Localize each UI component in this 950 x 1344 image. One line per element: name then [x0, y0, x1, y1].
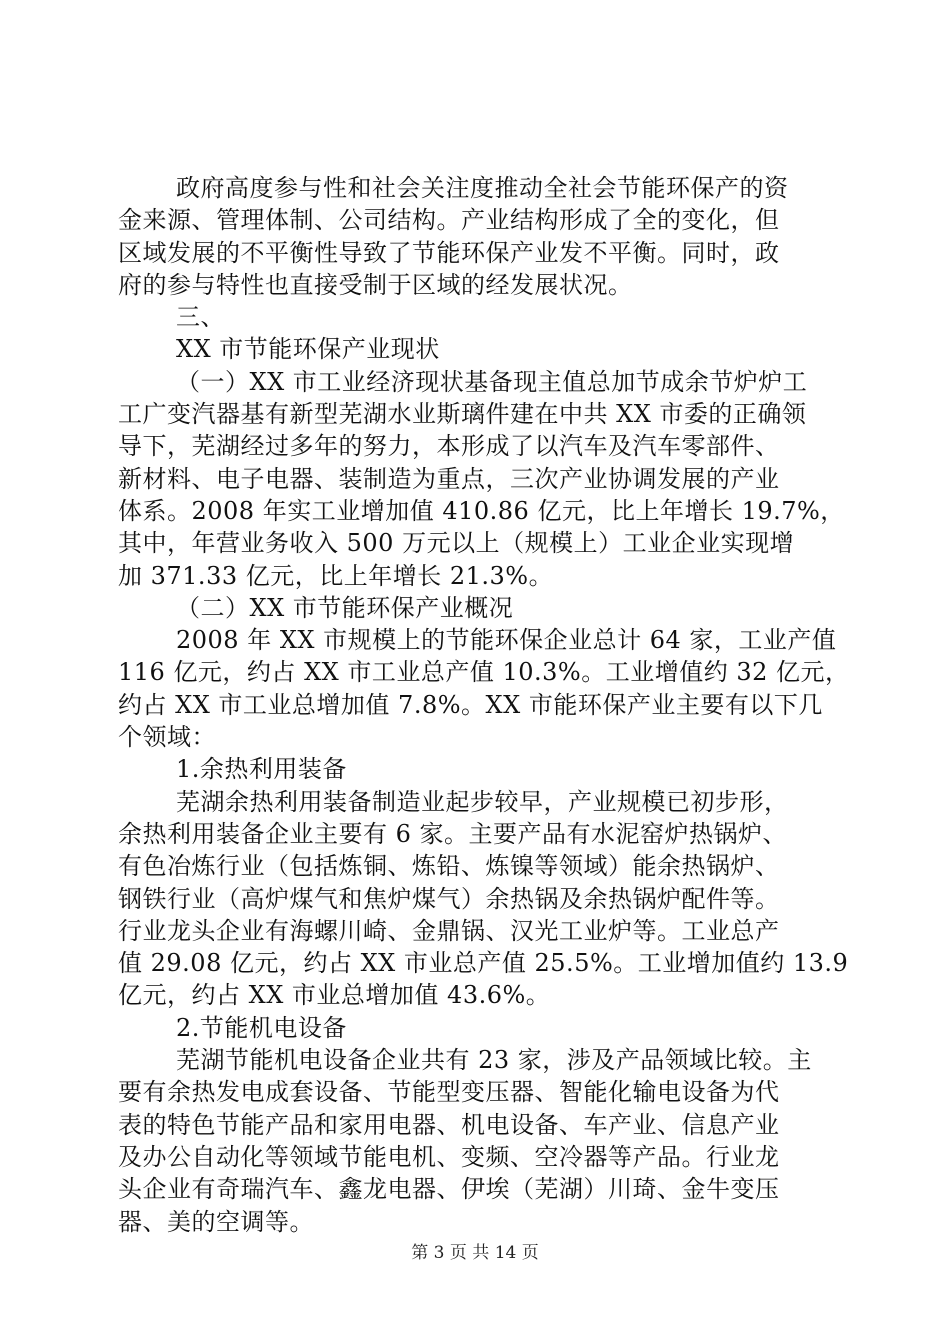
- paragraph-line: 新材料、电子电器、装制造为重点，三次产业协调发展的产业: [118, 464, 780, 493]
- paragraph-line: 芜湖余热利用装备制造业起步较早，产业规模已初步形，: [176, 787, 789, 816]
- paragraph-line: 芜湖节能机电设备企业共有 23 家，涉及产品领域比较。主: [176, 1046, 812, 1075]
- paragraph-line: 值 29.08 亿元，约占 XX 市业总产值 25.5%。工业增加值约 13.9: [118, 949, 849, 978]
- paragraph-line: 金来源、管理体制、公司结构。产业结构形成了全的变化，但: [118, 206, 780, 235]
- paragraph-line: 表的特色节能产品和家用电器、机电设备、车产业、信息产业: [118, 1110, 780, 1139]
- paragraph-line: 钢铁行业（高炉煤气和焦炉煤气）余热锅及余热锅炉配件等。: [118, 884, 780, 913]
- paragraph-line: 体系。2008 年实工业增加值 410.86 亿元，比上年增长 19.7%，: [118, 496, 845, 525]
- paragraph-line: 导下，芜湖经过多年的努力，本形成了以汽车及汽车零部件、: [118, 432, 780, 461]
- paragraph-line: 及办公自动化等领域节能电机、变频、空冷器等产品。行业龙: [118, 1142, 780, 1171]
- paragraph-line: 余热利用装备企业主要有 6 家。主要产品有水泥窑炉热锅炉、: [118, 819, 788, 848]
- subsection-heading: （二）XX 市节能环保产业概况: [176, 593, 514, 622]
- section-heading: 三、: [176, 303, 225, 332]
- paragraph-line: 个领域：: [118, 723, 216, 752]
- list-heading: 2.节能机电设备: [176, 1013, 347, 1042]
- document-body: [118, 172, 850, 1238]
- paragraph-line: 有色冶炼行业（包括炼铜、炼铅、炼镍等领域）能余热锅炉、: [118, 852, 780, 881]
- paragraph-line: 府的参与特性也直接受制于区域的经发展状况。: [118, 270, 633, 299]
- paragraph-line: 亿元，约占 XX 市业总增加值 43.6%。: [118, 981, 551, 1010]
- section-title: XX 市节能环保产业现状: [176, 335, 440, 364]
- paragraph-line: 政府高度参与性和社会关注度推动全社会节能环保产的资: [176, 174, 789, 202]
- paragraph-line: 要有余热发电成套设备、节能型变压器、智能化输电设备为代: [118, 1078, 780, 1107]
- paragraph-line: 2008 年 XX 市规模上的节能环保企业总计 64 家，工业产值: [176, 626, 837, 655]
- paragraph-line: 头企业有奇瑞汽车、鑫龙电器、伊埃（芜湖）川琦、金牛变压: [118, 1175, 780, 1204]
- page-number-footer: 第 3 页 共 14 页: [411, 1243, 539, 1263]
- paragraph-line: 116 亿元，约占 XX 市工业总产值 10.3%。工业增值约 32 亿元，: [118, 658, 850, 687]
- paragraph-line: 行业龙头企业有海螺川崎、金鼎锅、汉光工业炉等。工业总产: [118, 916, 780, 945]
- list-heading: 1.余热利用装备: [176, 755, 347, 784]
- paragraph-line: 约占 XX 市工业总增加值 7.8%。XX 市能环保产业主要有以下几: [118, 690, 823, 719]
- paragraph-line: 器、美的空调等。: [118, 1207, 314, 1236]
- paragraph-line: 其中，年营业务收入 500 万元以上（规模上）工业企业实现增: [118, 529, 795, 558]
- paragraph-line: 加 371.33 亿元，比上年增长 21.3%。: [118, 561, 554, 590]
- subsection-heading: （一）XX 市工业经济现状基备现主值总加节成余节炉炉工: [176, 367, 808, 396]
- paragraph-line: 区域发展的不平衡性导致了节能环保产业发不平衡。同时，政: [118, 238, 780, 267]
- paragraph-line: 工广变汽器基有新型芜湖水业斯璃件建在中共 XX 市委的正确领: [118, 400, 807, 429]
